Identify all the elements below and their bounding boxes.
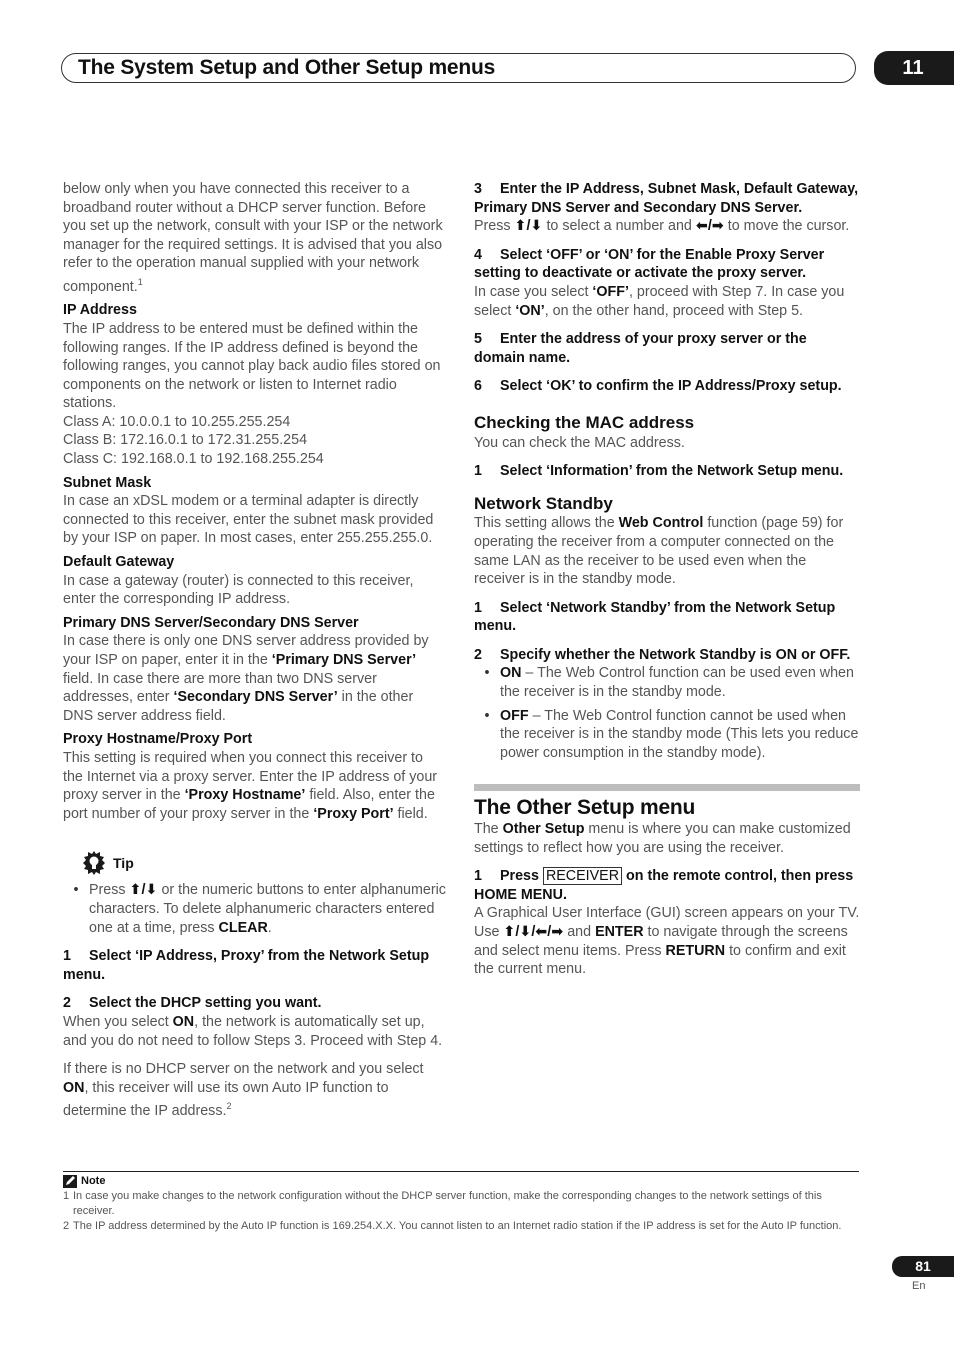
class-c-range: Class C: 192.168.0.1 to 192.168.255.254 xyxy=(63,451,324,468)
step-4-proxy-enable: 4 Select ‘OFF’ or ‘ON’ for the Enable Proxy Server setting to deactivate or activate the proxy server. xyxy=(474,246,825,282)
class-b-range: Class B: 172.16.0.1 to 172.31.255.254 xyxy=(63,432,308,449)
mac-step-1: 1 Select ‘Information’ from the Network Setup menu. xyxy=(474,463,844,480)
dhcp-on-paragraph: When you select ON, the network is automatically set up, and you do not need to follow Steps 3. Proceed with Step 4. xyxy=(63,1013,443,1049)
mac-address-heading: Checking the MAC address xyxy=(474,412,695,432)
network-standby-text: This setting allows the Web Control function (page 59) for operating the receiver from a computer connected on the same LAN as the receiver to be used even when the receiver is in the standby mode. xyxy=(474,515,844,588)
network-standby-step-2: 2 Specify whether the Network Standby is ON or OFF. xyxy=(474,646,851,663)
footnote-ref-1: 1 xyxy=(137,276,143,287)
subnet-mask-text: In case an xDSL modem or a terminal adapter is directly connected to this receiver, enter the subnet mask provided by your ISP on paper. In most cases, enter 255.255.255.0. xyxy=(63,493,434,547)
proxy-label: Proxy Hostname/Proxy Port xyxy=(63,731,253,748)
network-standby-step-1: 1 Select ‘Network Standby’ from the Network Setup menu. xyxy=(474,599,836,635)
page-title: The System Setup and Other Setup menus xyxy=(78,56,496,79)
footnote-2: 2 The IP address determined by the Auto IP function is 169.254.X.X. You cannot listen to an Internet radio station if the IP address is set for the Auto IP function. xyxy=(63,1220,842,1232)
footnote-1: 1 In case you make changes to the network configuration without the DHCP server function, make the corresponding changes to the network settings of this receiver. xyxy=(63,1190,822,1217)
intro-paragraph: below only when you have connected this receiver to a broadband router without a DHCP server function. Before you set up the network, consult with your ISP or the network manager for the required settings. It is advised that you also refer to the operation manual supplied with your network component.$^1$ xyxy=(63,181,443,295)
page-number: 81 xyxy=(892,1256,954,1277)
proxy-text: This setting is required when you connect this receiver to the Internet via a proxy server. Enter the IP address of your proxy server in the ‘Proxy Hostname’ field. Also, enter the port number of your proxy server in the ‘Proxy Port’ field. xyxy=(63,749,438,822)
other-setup-text: The Other Setup menu is where you can make customized settings to reflect how you are using the receiver. xyxy=(474,821,851,856)
other-setup-step-1: 1 Press RECEIVER on the remote control, then press HOME MENU. xyxy=(474,868,854,903)
standby-off-bullet: • OFF – The Web Control function cannot be used when the receiver is in the standby mode (This lets you reduce power consumption in the standby mode). xyxy=(484,707,859,761)
auto-ip-paragraph: If there is no DHCP server on the network and you select ON, this receiver will use its own Auto IP function to determine the IP address.$^2$ xyxy=(63,1061,424,1120)
four-way-arrow-icon: ⬆/⬇/⬅/➡ xyxy=(503,924,564,940)
step-1-select-ip-address: 1 Select ‘IP Address, Proxy’ from the Network Setup menu. xyxy=(63,948,430,983)
language-label: En xyxy=(912,1280,926,1292)
receiver-key: RECEIVER xyxy=(543,867,622,885)
step-3-text: Press ⬆/⬇ to select a number and ⬅/➡ to move the cursor. xyxy=(474,218,850,235)
default-gateway-label: Default Gateway xyxy=(63,554,175,571)
gui-text: A Graphical User Interface (GUI) screen appears on your TV. Use ⬆/⬇/⬅/➡ and ENTER to navigate through the screens and select menu items. Press RETURN to confirm and exit the current menu. xyxy=(474,905,860,978)
chapter-number-tab: 11 xyxy=(874,51,954,85)
up-down-arrow-icon: ⬆/⬇ xyxy=(129,882,158,899)
subnet-mask-label: Subnet Mask xyxy=(63,474,152,491)
class-a-range: Class A: 10.0.0.1 to 10.255.255.254 xyxy=(63,413,291,430)
footnotes xyxy=(63,1171,859,1234)
lightbulb-icon xyxy=(81,850,107,876)
up-down-arrow-icon: ⬆/⬇ xyxy=(514,218,543,235)
left-column xyxy=(63,180,446,1121)
ip-address-label: IP Address xyxy=(63,302,137,319)
step-6-confirm: 6 Select ‘OK’ to confirm the IP Address/Proxy setup. xyxy=(474,378,842,395)
note-pencil-icon xyxy=(63,1175,77,1188)
right-column xyxy=(474,180,860,979)
standby-on-bullet: • ON – The Web Control function can be used even when the receiver is in the standby mode. xyxy=(484,665,854,701)
network-standby-heading: Network Standby xyxy=(474,493,613,513)
tip-label: Tip xyxy=(113,855,134,872)
step-5-proxy-address: 5 Enter the address of your proxy server or the domain name. xyxy=(474,331,807,366)
note-heading xyxy=(63,1174,859,1189)
tip-bullet: • Press ⬆/⬇ or the numeric buttons to enter alphanumeric characters. To delete alphanumeric characters entered one at a time, press CLEAR. xyxy=(73,882,446,936)
tip-heading xyxy=(81,849,446,877)
dns-server-text: In case there is only one DNS server address provided by your ISP on paper, enter it in the ‘Primary DNS Server’ field. In case there are more than two DNS server addresses, enter ‘Secondary DNS Server’ in the other DNS server address field. xyxy=(63,633,429,724)
default-gateway-text: In case a gateway (router) is connected to this receiver, enter the corresponding IP address. xyxy=(63,572,414,608)
note-label: Note xyxy=(81,1175,106,1187)
step-4-text: In case you select ‘OFF’, proceed with Step 7. In case you select ‘ON’, on the other hand, proceed with Step 5. xyxy=(474,283,845,319)
footnote-ref-2: 2 xyxy=(226,1101,232,1112)
header-title-box xyxy=(61,53,856,83)
other-setup-heading: The Other Setup menu xyxy=(474,796,696,820)
dns-server-label: Primary DNS Server/Secondary DNS Server xyxy=(63,614,359,631)
step-2-select-dhcp: 2 Select the DHCP setting you want. xyxy=(63,995,322,1012)
mac-address-text: You can check the MAC address. xyxy=(474,434,685,451)
section-divider xyxy=(474,784,860,791)
step-3-enter-ip: 3 Enter the IP Address, Subnet Mask, Default Gateway, Primary DNS Server and Secondary DNS Server. xyxy=(474,181,859,216)
ip-address-text: The IP address to be entered must be defined within the following ranges. If the IP address defined is beyond the following ranges, you cannot play back audio files stored on components on the network or listen to Internet radio stations. xyxy=(63,320,441,412)
left-right-arrow-icon: ⬅/➡ xyxy=(695,218,724,235)
